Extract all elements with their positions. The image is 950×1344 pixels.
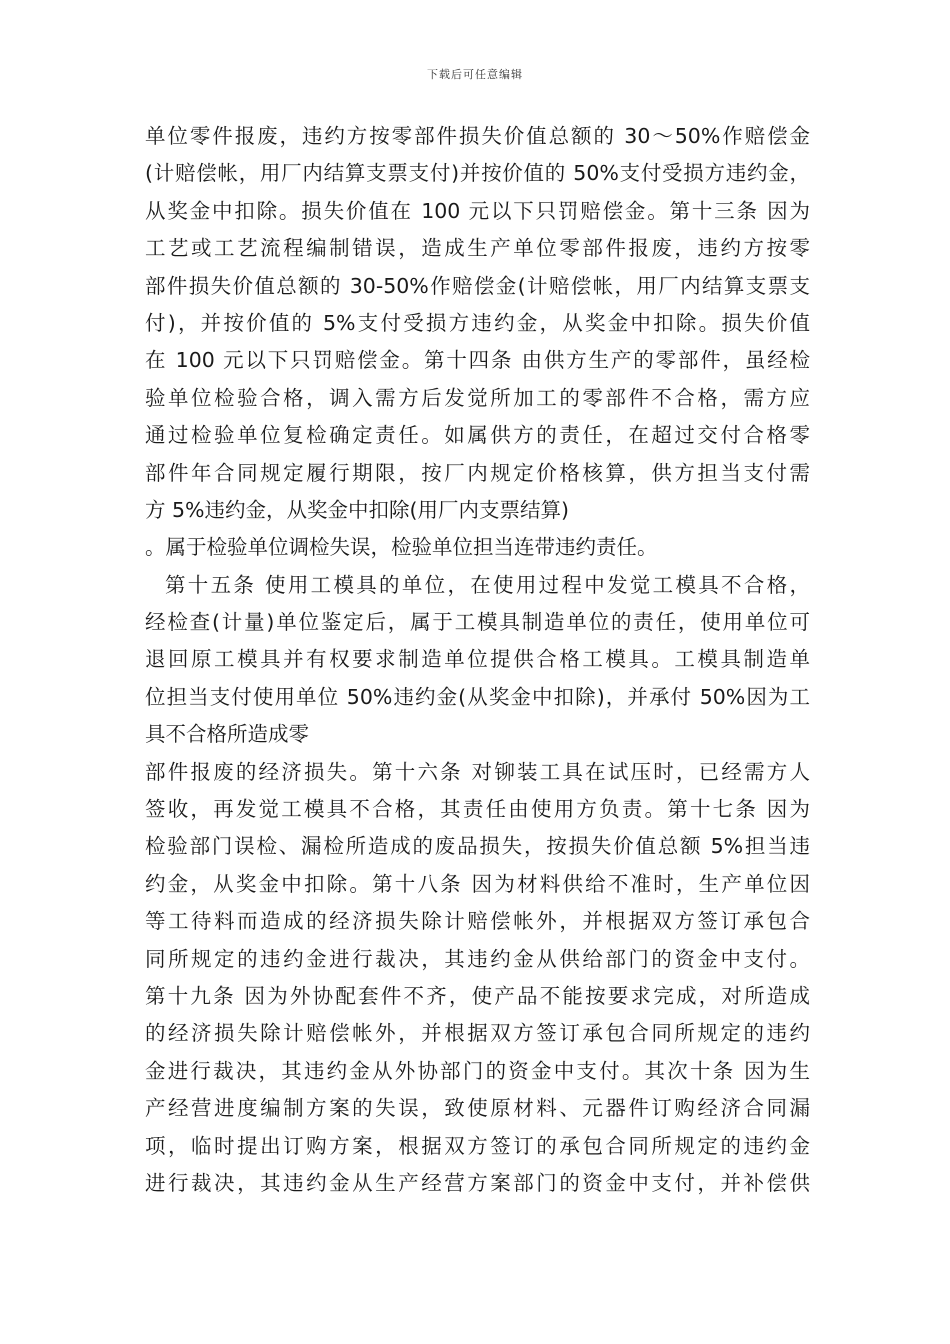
text-line: 单位零件报废，违约方按零部件损失价值总额的 30～50%作赔偿金 xyxy=(145,124,810,148)
text-line: 经检查(计量)单位鉴定后，属于工模具制造单位的责任，使用单位可 xyxy=(145,610,810,635)
text-line: 约金，从奖金中扣除。第十八条 因为材料供给不准时，生产单位因 xyxy=(145,871,810,896)
text-line: 部件损失价值总额的 30-50%作赔偿金(计赔偿帐，用厂内结算支票支 xyxy=(145,273,810,298)
text-line: 部件报废的经济损失。第十六条 对铆装工具在试压时，已经需方人 xyxy=(145,759,810,784)
document-body xyxy=(145,118,810,1202)
text-line: 通过检验单位复检确定责任。如属供方的责任，在超过交付合格零 xyxy=(145,423,810,448)
text-line: 金进行裁决，其违约金从外协部门的资金中支付。其次十条 因为生 xyxy=(145,1058,810,1083)
text-line: 工艺或工艺流程编制错误，造成生产单位零部件报废，违约方按零 xyxy=(145,236,810,261)
text-line: 项，临时提出订购方案，根据双方签订的承包合同所规定的违约金 xyxy=(145,1133,810,1158)
text-line: 具不合格所造成零 xyxy=(145,722,309,747)
text-line: 在 100 元以下只罚赔偿金。第十四条 由供方生产的零部件，虽经检 xyxy=(145,348,810,373)
text-line: 等工待料而造成的经济损失除计赔偿帐外，并根据双方签订承包合 xyxy=(145,909,810,934)
text-line: 位担当支付使用单位 50%违约金(从奖金中扣除)，并承付 50%因为工 xyxy=(145,684,810,709)
text-line: (计赔偿帐，用厂内结算支票支付)并按价值的 50%支付受损方违约金， xyxy=(145,161,810,186)
text-line: 。属于检验单位调检失误，检验单位担当连带违约责任。 xyxy=(145,535,658,560)
text-line: 部件年合同规定履行期限，按厂内规定价格核算，供方担当支付需 xyxy=(145,460,810,485)
text-line: 产经营进度编制方案的失误，致使原材料、元器件订购经济合同漏 xyxy=(145,1096,810,1121)
text-line: 第十五条 使用工模具的单位，在使用过程中发觉工模具不合格， xyxy=(165,572,810,597)
text-line: 同所规定的违约金进行裁决，其违约金从供给部门的资金中支付。 xyxy=(145,946,810,971)
text-line: 进行裁决，其违约金从生产经营方案部门的资金中支付，并补偿供 xyxy=(145,1170,810,1195)
text-line: 退回原工模具并有权要求制造单位提供合格工模具。工模具制造单 xyxy=(145,647,810,672)
text-line: 检验部门误检、漏检所造成的废品损失，按损失价值总额 5%担当违 xyxy=(145,834,810,859)
text-line: 签收，再发觉工模具不合格，其责任由使用方负责。第十七条 因为 xyxy=(145,797,810,822)
text-line: 从奖金中扣除。损失价值在 100 元以下只罚赔偿金。第十三条 因为 xyxy=(145,198,810,223)
page-header: 下载后可任意编辑 xyxy=(427,68,523,81)
text-line: 付)，并按价值的 5%支付受损方违约金，从奖金中扣除。损失价值 xyxy=(145,310,810,335)
text-line: 第十九条 因为外协配套件不齐，使产品不能按要求完成，对所造成 xyxy=(145,983,810,1008)
text-line: 方 5%违约金，从奖金中扣除(用厂内支票结算) xyxy=(145,497,570,522)
text-line: 验单位检验合格，调入需方后发觉所加工的零部件不合格，需方应 xyxy=(145,385,810,410)
text-line: 的经济损失除计赔偿帐外，并根据双方签订承包合同所规定的违约 xyxy=(145,1021,810,1046)
